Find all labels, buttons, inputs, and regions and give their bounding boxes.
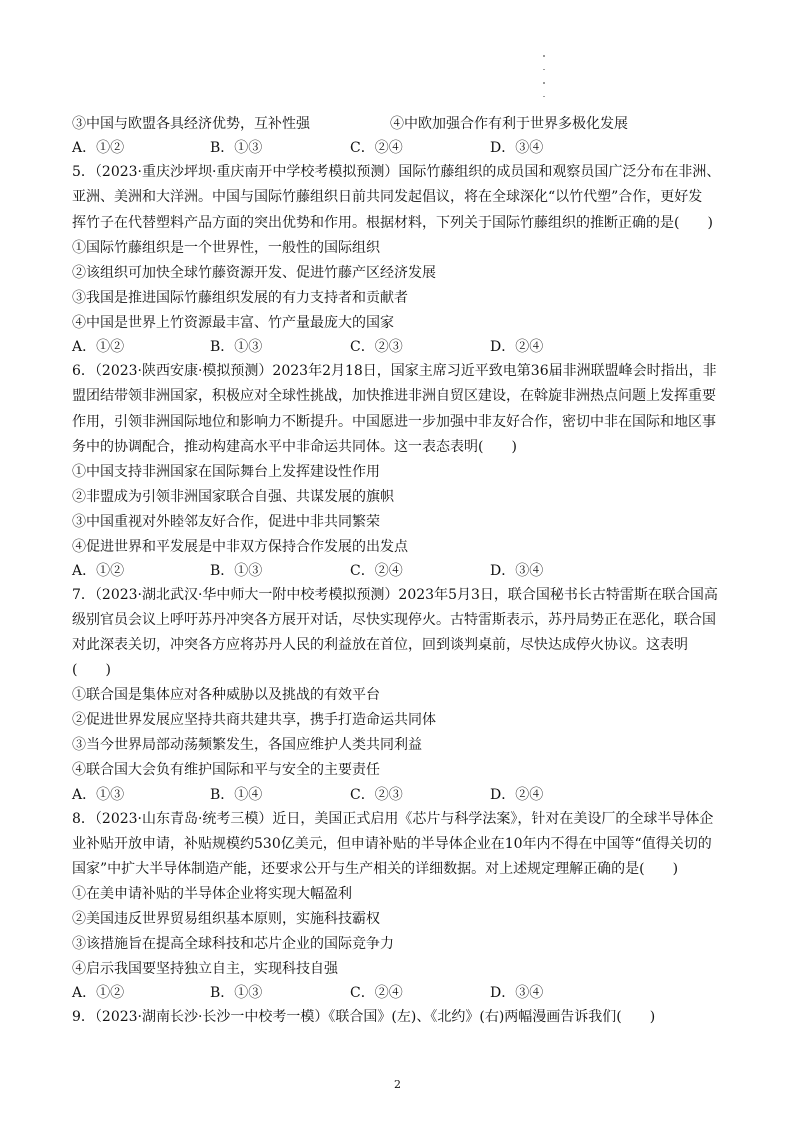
q4-statement-3: ③中国与欧盟各具经济优势，互补性强 bbox=[72, 116, 310, 132]
q7-line-3: 对此深表关切，冲突各方应将苏丹人民的利益放在首位，回到谈判桌前，尽快达成停火协议。这表明 bbox=[72, 637, 688, 653]
q7-option-b: B．①④ bbox=[210, 787, 263, 803]
q8-option-a: A．①② bbox=[72, 985, 125, 1001]
q6-line-1: 6．（2023·陕西安康·模拟预测）2023年2月18日，国家主席习近平致电第36届非洲联盟峰会时指出，非 bbox=[72, 363, 717, 379]
q7-line-2: 级别官员会议上呼吁苏丹冲突各方展开对话，尽快实现停火。古特雷斯表示，苏丹局势正在恶化，联合国 bbox=[72, 612, 716, 628]
q5-option-a: A．①② bbox=[72, 339, 125, 355]
q8-statement-3: ③该措施旨在提高全球科技和芯片企业的国际竞争力 bbox=[72, 936, 394, 952]
q6-statement-4: ④促进世界和平发展是中非双方保持合作发展的出发点 bbox=[72, 539, 408, 555]
q4-option-d: D．③④ bbox=[490, 140, 544, 156]
q7-statement-4: ④联合国大会负有维护国际和平与安全的主要责任 bbox=[72, 762, 380, 778]
q7-statement-3: ③当今世界局部动荡频繁发生，各国应维护人类共同利益 bbox=[72, 737, 422, 753]
q6-option-c: C．②④ bbox=[350, 563, 403, 579]
q6-statement-2: ②非盟成为引领非洲国家联合自强、共谋发展的旗帜 bbox=[72, 489, 394, 505]
q5-statement-4: ④中国是世界上竹资源最丰富、竹产量最庞大的国家 bbox=[72, 315, 394, 331]
q6-line-4: 务中的协调配合，推动构建高水平中非命运共同体。这一表态表明( ) bbox=[72, 439, 517, 455]
q6-statement-1: ①中国支持非洲国家在国际舞台上发挥建设性作用 bbox=[72, 464, 380, 480]
q8-option-c: C．②④ bbox=[350, 985, 403, 1001]
margin-dots bbox=[543, 55, 545, 109]
q5-line-2: 亚洲、美洲和大洋洲。中国与国际竹藤组织日前共同发起倡议，将在全球深化“以竹代塑”合作，更好发 bbox=[72, 189, 703, 205]
q6-statement-3: ③中国重视对外睦邻友好合作，促进中非共同繁荣 bbox=[72, 514, 380, 530]
q7-line-1: 7．（2023·湖北武汉·华中师大一附中校考模拟预测）2023年5月3日，联合国秘书长古特雷斯在联合国高 bbox=[72, 587, 718, 603]
q4-option-b: B．①③ bbox=[210, 140, 263, 156]
q8-statement-1: ①在美申请补贴的半导体企业将实现大幅盈利 bbox=[72, 886, 352, 902]
q5-statement-1: ①国际竹藤组织是一个世界性，一般性的国际组织 bbox=[72, 240, 380, 256]
q4-option-a: A．①② bbox=[72, 140, 125, 156]
q8-statement-4: ④启示我国要坚持独立自主，实现科技自强 bbox=[72, 961, 338, 977]
q4-statement-4: ④中欧加强合作有利于世界多极化发展 bbox=[390, 116, 628, 132]
q7-line-4: ( ) bbox=[72, 662, 111, 678]
q5-option-c: C．②③ bbox=[350, 339, 403, 355]
q7-option-c: C．②③ bbox=[350, 787, 403, 803]
q5-statement-3: ③我国是推进国际竹藤组织发展的有力支持者和贡献者 bbox=[72, 290, 408, 306]
page-number: 2 bbox=[394, 1078, 401, 1091]
q6-option-d: D．③④ bbox=[490, 563, 544, 579]
q6-line-3: 作用，引领非洲国际地位和影响力不断提升。中国愿进一步加强中非友好合作，密切中非在国际和地区事 bbox=[72, 414, 716, 430]
q8-option-b: B．①③ bbox=[210, 985, 263, 1001]
q7-option-d: D．②④ bbox=[490, 787, 544, 803]
q5-option-d: D．②④ bbox=[490, 339, 544, 355]
q8-option-d: D．③④ bbox=[490, 985, 544, 1001]
q5-line-3: 挥竹子在代替塑料产品方面的突出优势和作用。根据材料，下列关于国际竹藤组织的推断正确的是( ) bbox=[72, 215, 713, 231]
q8-line-2: 业补贴开放申请，补贴规模约530亿美元，但申请补贴的半导体企业在10年内不得在中国等“值得关切的 bbox=[72, 836, 712, 852]
q8-line-3: 国家”中扩大半导体制造产能，还要求公开与生产相关的详细数据。对上述规定理解正确的是( ) bbox=[72, 861, 679, 877]
q5-option-b: B．①③ bbox=[210, 339, 263, 355]
q7-option-a: A．①③ bbox=[72, 787, 125, 803]
q6-option-b: B．①③ bbox=[210, 563, 263, 579]
q4-option-c: C．②④ bbox=[350, 140, 403, 156]
q5-statement-2: ②该组织可加快全球竹藤资源开发、促进竹藤产区经济发展 bbox=[72, 265, 436, 281]
q7-statement-2: ②促进世界发展应坚持共商共建共享，携手打造命运共同体 bbox=[72, 712, 436, 728]
q5-line-1: 5．（2023·重庆沙坪坝·重庆南开中学校考模拟预测）国际竹藤组织的成员国和观察员国广泛分布在非洲、 bbox=[72, 164, 721, 180]
q8-line-1: 8．（2023·山东青岛·统考三模）近日，美国正式启用《芯片与科学法案》，针对在美设厂的全球半导体企 bbox=[72, 811, 714, 827]
q6-option-a: A．①② bbox=[72, 563, 125, 579]
q9-line-1: 9．（2023·湖南长沙·长沙一中校考一模）《联合国》(左)、《北约》(右)两幅漫画告诉我们( ) bbox=[72, 1009, 656, 1025]
q8-statement-2: ②美国违反世界贸易组织基本原则，实施科技霸权 bbox=[72, 911, 380, 927]
q6-line-2: 盟团结带领非洲国家，积极应对全球性挑战，加快推进非洲自贸区建设，在斡旋非洲热点问题上发挥重要 bbox=[72, 388, 716, 404]
q7-statement-1: ①联合国是集体应对各种威胁以及挑战的有效平台 bbox=[72, 687, 380, 703]
